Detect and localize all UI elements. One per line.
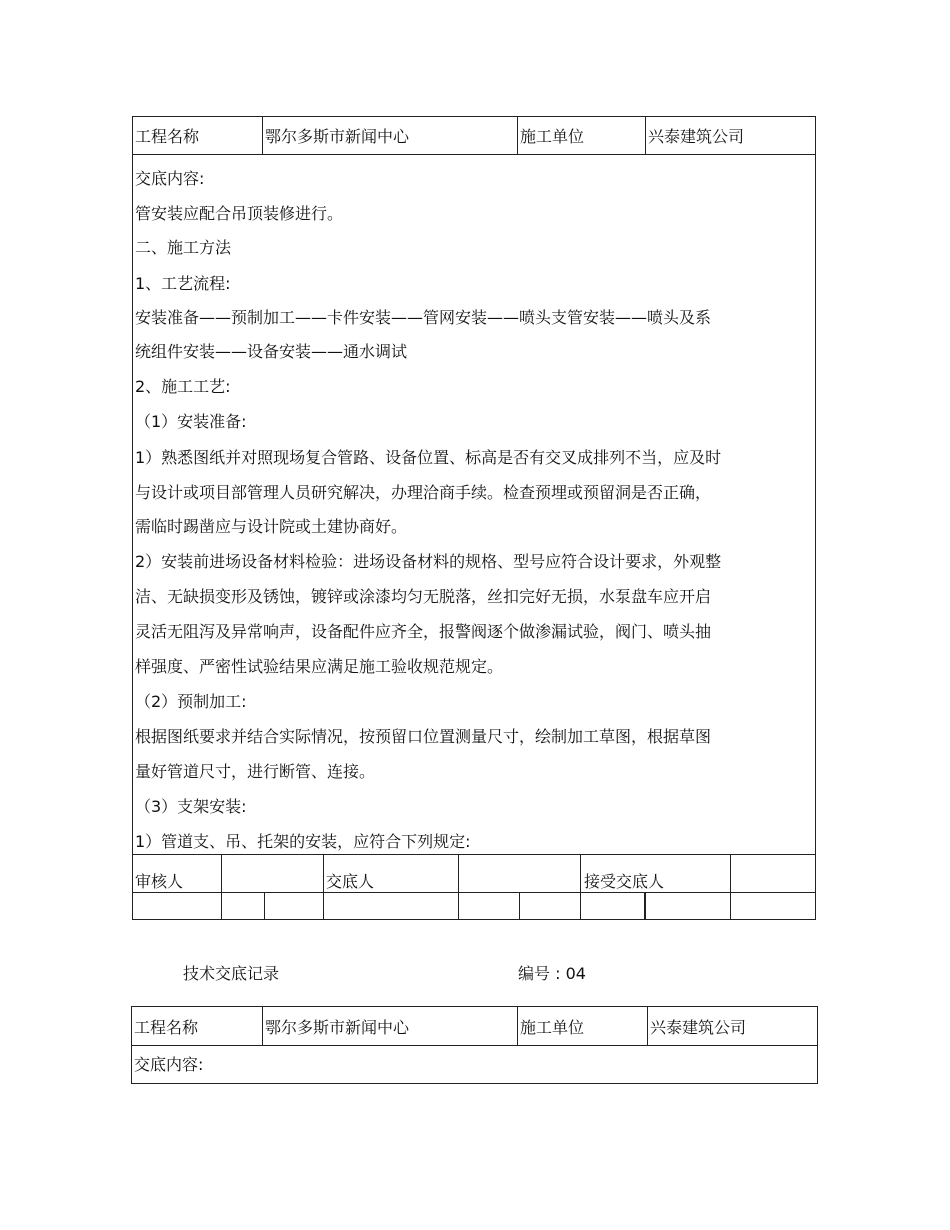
table1-content-box	[132, 155, 816, 855]
content-line: 管安装应配合吊顶装修进行。	[135, 204, 344, 223]
content-line: （2）预制加工:	[135, 692, 247, 711]
contractor-label: 施工单位	[518, 1007, 648, 1045]
signature-col-divider	[519, 892, 520, 919]
signature-col-divider	[645, 892, 646, 919]
signature-row-divider	[133, 892, 815, 893]
content-line: 2、施工工艺:	[135, 377, 231, 396]
reviewer-label: 审核人	[135, 872, 184, 891]
content-label: 交底内容:	[134, 1055, 204, 1074]
content-line: 洁、无缺损变形及锈蚀，镀锌或涂漆均匀无脱落，丝扣完好无损，水泵盘车应开启	[135, 587, 712, 606]
table2-content-box	[131, 1046, 818, 1084]
project-name-value: 鄂尔多斯市新闻中心	[263, 1007, 518, 1045]
content-line: 1、工艺流程:	[135, 274, 231, 293]
content-label: 交底内容:	[135, 169, 205, 188]
content-line: （3）支架安装:	[135, 797, 247, 816]
contractor-label: 施工单位	[518, 117, 646, 154]
record-number: 编号 : 04	[518, 964, 586, 983]
project-name-label: 工程名称	[132, 1007, 263, 1045]
signature-table	[132, 854, 816, 920]
content-line: 二、施工方法	[135, 238, 232, 257]
content-line: 与设计或项目部管理人员研究解决，办理洽商手续。检查预埋或预留洞是否正确，	[135, 483, 712, 502]
content-line: 样强度、严密性试验结果应满足施工验收规范规定。	[135, 657, 504, 676]
content-line: 1）管道支、吊、托架的安装，应符合下列规定:	[135, 832, 471, 851]
signature-col-divider	[644, 892, 645, 919]
contractor-value: 兴泰建筑公司	[648, 127, 745, 146]
contractor-value: 兴泰建筑公司	[650, 1017, 747, 1037]
content-line: （1）安装准备:	[135, 412, 247, 431]
signature-col-divider	[323, 855, 324, 919]
signature-col-divider	[221, 855, 222, 919]
content-line: 1）熟悉图纸并对照现场复合管路、设备位置、标高是否有交叉成排列不当，应及时	[135, 448, 722, 467]
content-line: 统组件安装——设备安装——通水调试	[135, 342, 408, 361]
content-line: 2）安装前进场设备材料检验：进场设备材料的规格、型号应符合设计要求，外观整	[135, 552, 722, 571]
signature-col-divider	[264, 892, 265, 919]
content-line: 灵活无阻泻及异常响声，设备配件应齐全，报警阀逐个做渗漏试验，阀门、喷头抽	[135, 622, 712, 641]
signature-col-divider	[458, 855, 459, 919]
content-line: 量好管道尺寸，进行断管、连接。	[135, 762, 376, 781]
content-line: 需临时踢凿应与设计院或土建协商好。	[135, 517, 408, 536]
receiver-label: 接受交底人	[584, 872, 665, 891]
table2-header-row	[131, 1006, 818, 1046]
table1-header-row	[132, 116, 816, 155]
signature-col-divider	[730, 855, 731, 919]
project-name-label: 工程名称	[133, 117, 263, 154]
record-title: 技术交底记录	[183, 964, 280, 983]
content-line: 根据图纸要求并结合实际情况，按预留口位置测量尺寸，绘制加工草图，根据草图	[135, 727, 712, 746]
content-line: 安装准备——预制加工——卡件安装——管网安装——喷头支管安装——喷头及系	[135, 308, 712, 327]
presenter-label: 交底人	[326, 872, 375, 891]
signature-col-divider	[580, 855, 581, 919]
project-name-value: 鄂尔多斯市新闻中心	[263, 117, 518, 154]
